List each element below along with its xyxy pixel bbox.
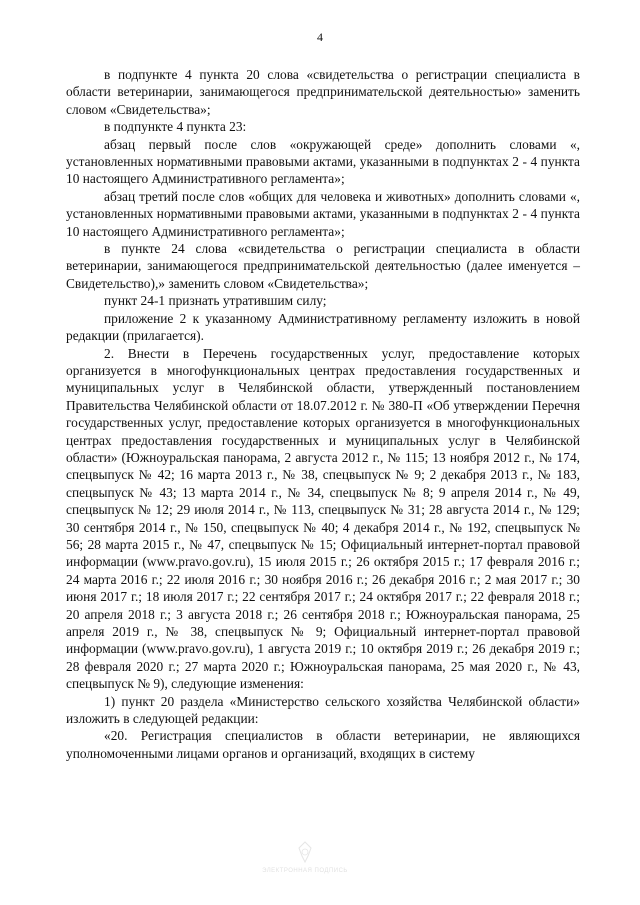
paragraph: 1) пункт 20 раздела «Министерство сельского хозяйства Челябинской области» изложить в следующей редакции:	[66, 693, 580, 727]
paragraph: пункт 24-1 признать утратившим силу;	[104, 293, 327, 309]
paragraph: 2. Внести в Перечень государственных услуг, предоставление которых организуется в многофункциональных центрах предоставления государственных и муниципальных услуг в Челябинской области, утвержденный постановлением Правительства Челябинской области от 18.07.2012 г. № 380-П «Об утверждении Перечня государственных услуг, предоставление которых организуется в многофункциональных центрах предоставления государственных и муниципальных услуг в Челябинской области» (Южноуральская панорама, 2 августа 2012 г., № 115; 13 ноября 2012 г., № 174, спецвыпуск № 42; 16 марта 2013 г., № 38, спецвыпуск № 9; 2 декабря 2013 г., № 183, спецвыпуск № 43; 13 марта 2014 г., № 34, спецвыпуск № 8; 9 апреля 2014 г., № 49, спецвыпуск № 12; 29 июля 2014 г., № 113, спецвыпуск № 31; 28 августа 2014 г., № 129; 30 сентября 2014 г., № 150, спецвыпуск № 40; 4 декабря 2014 г., № 192, спецвыпуск № 56; 28 марта 2015 г., № 47, спецвыпуск № 15; Официальный интернет-портал правовой информации (www.pravo.gov.ru), 15 июля 2015 г.; 26 октября 2015 г.; 17 февраля 2016 г.; 24 марта 2016 г.; 22 июля 2016 г.; 30 ноября 2016 г.; 26 декабря 2016 г.; 2 мая 2017 г.; 30 июня 2017 г.; 18 июля 2017 г.; 22 сентября 2017 г.; 24 октября 2017 г.; 22 февраля 2018 г.; 20 апреля 2018 г.; 3 августа 2018 г.; 26 сентября 2018 г.; Южноуральская панорама, 25 апреля 2019 г., № 38, спецвыпуск № 9; Официальный интернет-портал правовой информации (www.pravo.gov.ru), 1 августа 2019 г.; 10 октября 2019 г.; 26 декабря 2019 г.; 28 февраля 2020 г.; 27 марта 2020 г.; Южноуральская панорама, 25 мая 2020 г., № 43, спецвыпуск № 9), следующие изменения:	[66, 345, 580, 692]
paragraph: в подпункте 4 пункта 20 слова «свидетельства о регистрации специалиста в области ветеринарии, занимающегося предпринимательской деятельностью» заменить словом «Свидетельства»;	[66, 67, 580, 117]
watermark-text: ЭЛЕКТРОННАЯ ПОДПИСЬ	[262, 868, 348, 874]
paragraph: приложение 2 к указанному Административному регламенту изложить в новой редакции (прилагается).	[66, 310, 580, 344]
paragraph: в пункте 24 слова «свидетельства о регистрации специалиста в области ветеринарии, занимающегося предпринимательской деятельностью (далее именуется – Свидетельство),» заменить словом «Свидетельства»;	[66, 241, 580, 291]
emblem-icon	[250, 840, 360, 870]
page-number: 4	[317, 30, 323, 44]
paragraph: «20. Регистрация специалистов в области ветеринарии, не являющихся уполномоченными лицами органов и организаций, входящих в систему	[66, 728, 580, 761]
electronic-signature-watermark	[250, 840, 360, 890]
document-body	[66, 66, 580, 762]
paragraph: в подпункте 4 пункта 23:	[104, 119, 247, 135]
paragraph: абзац третий после слов «общих для человека и животных» дополнить словами «, установленных нормативными правовыми актами, указанными в подпунктах 2 - 4 пункта 10 настоящего Административного регламента»;	[66, 188, 580, 239]
paragraph: абзац первый после слов «окружающей среде» дополнить словами «, установленных нормативными правовыми актами, указанными в подпунктах 2 - 4 пункта 10 настоящего Административного регламента»;	[66, 136, 580, 187]
